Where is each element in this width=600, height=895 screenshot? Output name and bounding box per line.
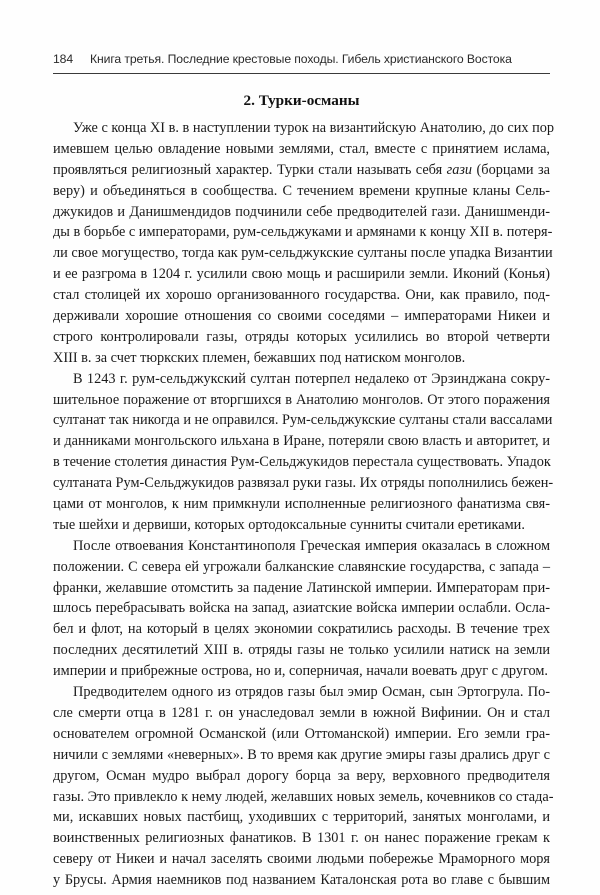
text-line: другом, Осман мудро выбрал дорогу борца за веру, верховного предводителя <box>53 767 550 784</box>
text-line: последних десятилетий XIII в. отряды газы не только усилили натиск на земли <box>53 642 550 659</box>
text-line: основателем огромной Османской (или Оттоманской) империи. Его земли гра- <box>53 725 550 742</box>
page-number: 184 <box>53 52 74 66</box>
text-line: положении. С севера ей угрожали балканские славянские государства, с запада – <box>53 558 550 575</box>
text-line: После отвоевания Константинополя Греческая империя оказалась в сложном <box>73 537 550 554</box>
text-line: имевшем целью овладение новыми землями, стал, вместе с принятием ислама, <box>53 140 550 157</box>
text-line: и ее разгрома в 1204 г. усилили свою мощь и расширили земли. Иконий (Конья) <box>53 266 550 283</box>
text-line: северу от Никеи и начал заселять своими людьми побережье Мраморного моря <box>53 851 550 868</box>
text-line: у Брусы. Армия наемников под названием Каталонская рота во главе с бывшим <box>53 872 550 889</box>
text-line: в течение столетия династия Рум-Сельджукидов перестала существовать. Упадок <box>53 454 551 471</box>
text-line: бел и флот, на который в целях экономии сократились расходы. В течение трех <box>53 621 550 638</box>
body-text <box>53 118 555 891</box>
text-line: веру) и объединяться в сообщества. С течением времени крупные кланы Сель- <box>53 182 550 199</box>
text-line: держивали хорошие отношения со своими соседями – императорами Никеи и <box>53 308 550 325</box>
text-line: газы. Это привлекло к нему людей, желавших новых земель, кочевников со стада- <box>53 788 554 805</box>
text-line: и данниками монгольского ильхана в Иране, потеряли свою власть и авторитет, и <box>53 433 550 450</box>
text-line: шлось перебрасывать войска на запад, азиатские войска империи ослабли. Осла- <box>53 600 550 617</box>
text-line: Уже с конца XI в. в наступлении турок на византийскую Анатолию, до сих пор <box>73 120 555 136</box>
running-header <box>53 52 553 70</box>
text-line: воинственных религиозных фанатиков. В 1301 г. он нанес поражение грекам к <box>53 830 550 847</box>
text-line: джукидов и Данишмендидов подчинили себе предводителей гази. Данишменди- <box>53 203 550 220</box>
text-line: сле смерти отца в 1281 г. он унаследовал земли в южной Вифинии. Он и стал <box>53 704 550 721</box>
header-divider <box>53 73 550 74</box>
text-line: стал столицей их хорошо организованного государства. Они, как правило, под- <box>53 287 550 304</box>
text-line: XIII в. за счет тюркских племен, бежавших под натиском монголов. <box>53 349 466 366</box>
text-line: ды в борьбе с императорами, рум-сельджуками и армянами к концу XII в. потеря- <box>53 224 553 241</box>
text-line: шительное поражение от вторгшихся в Анатолию монголов. От этого поражения <box>53 391 550 408</box>
text-line: султанат так никогда и не оправился. Рум-сельджукские султаны стали вассалами <box>53 412 553 429</box>
text-line: В 1243 г. рум-сельджукский султан потерпел недалеко от Эрзинджана сокру- <box>73 370 550 387</box>
text-line: империи и прибрежные острова, но и, соперничая, начали воевать друг с другом. <box>53 663 548 680</box>
text-line: ли свое могущество, тогда как рум-сельджукские султаны после упадка Византии <box>53 245 553 262</box>
text-line: Предводителем одного из отрядов газы был эмир Осман, сын Эртогрула. По- <box>73 684 550 701</box>
text-line <box>53 160 550 181</box>
text-line: цами от монголов, к ним примкнули исполненные религиозного фанатизма свя- <box>53 496 550 513</box>
text-line: ничили с землями «неверных». В то время как другие эмиры газы дрались друг с <box>53 746 550 763</box>
text-fragment: проявляться религиозный характер. Турки стали называть себя <box>53 161 447 178</box>
text-line: франки, желавшие отомстить за падение Латинской империи. Императорам при- <box>53 579 550 596</box>
text-line: тые шейхи и дервиши, которых ортодоксальные сунниты считали еретиками. <box>53 516 525 533</box>
text-line: султаната Рум-Сельджукидов развязал руки газы. Их отряды пополнились бежен- <box>53 475 554 492</box>
text-line: ми, искавших новых пастбищ, уходивших с территорий, занятых монголами, и <box>53 809 550 826</box>
text-fragment: (борцами за <box>472 161 551 178</box>
text-line: строго контролировали газы, отряды которых усилились во второй четверти <box>53 328 550 345</box>
section-title: 2. Турки-османы <box>243 92 360 109</box>
running-title: Книга третья. Последние крестовые походы. Гибель христианского Востока <box>90 52 512 66</box>
italic-term: гази <box>446 161 473 178</box>
